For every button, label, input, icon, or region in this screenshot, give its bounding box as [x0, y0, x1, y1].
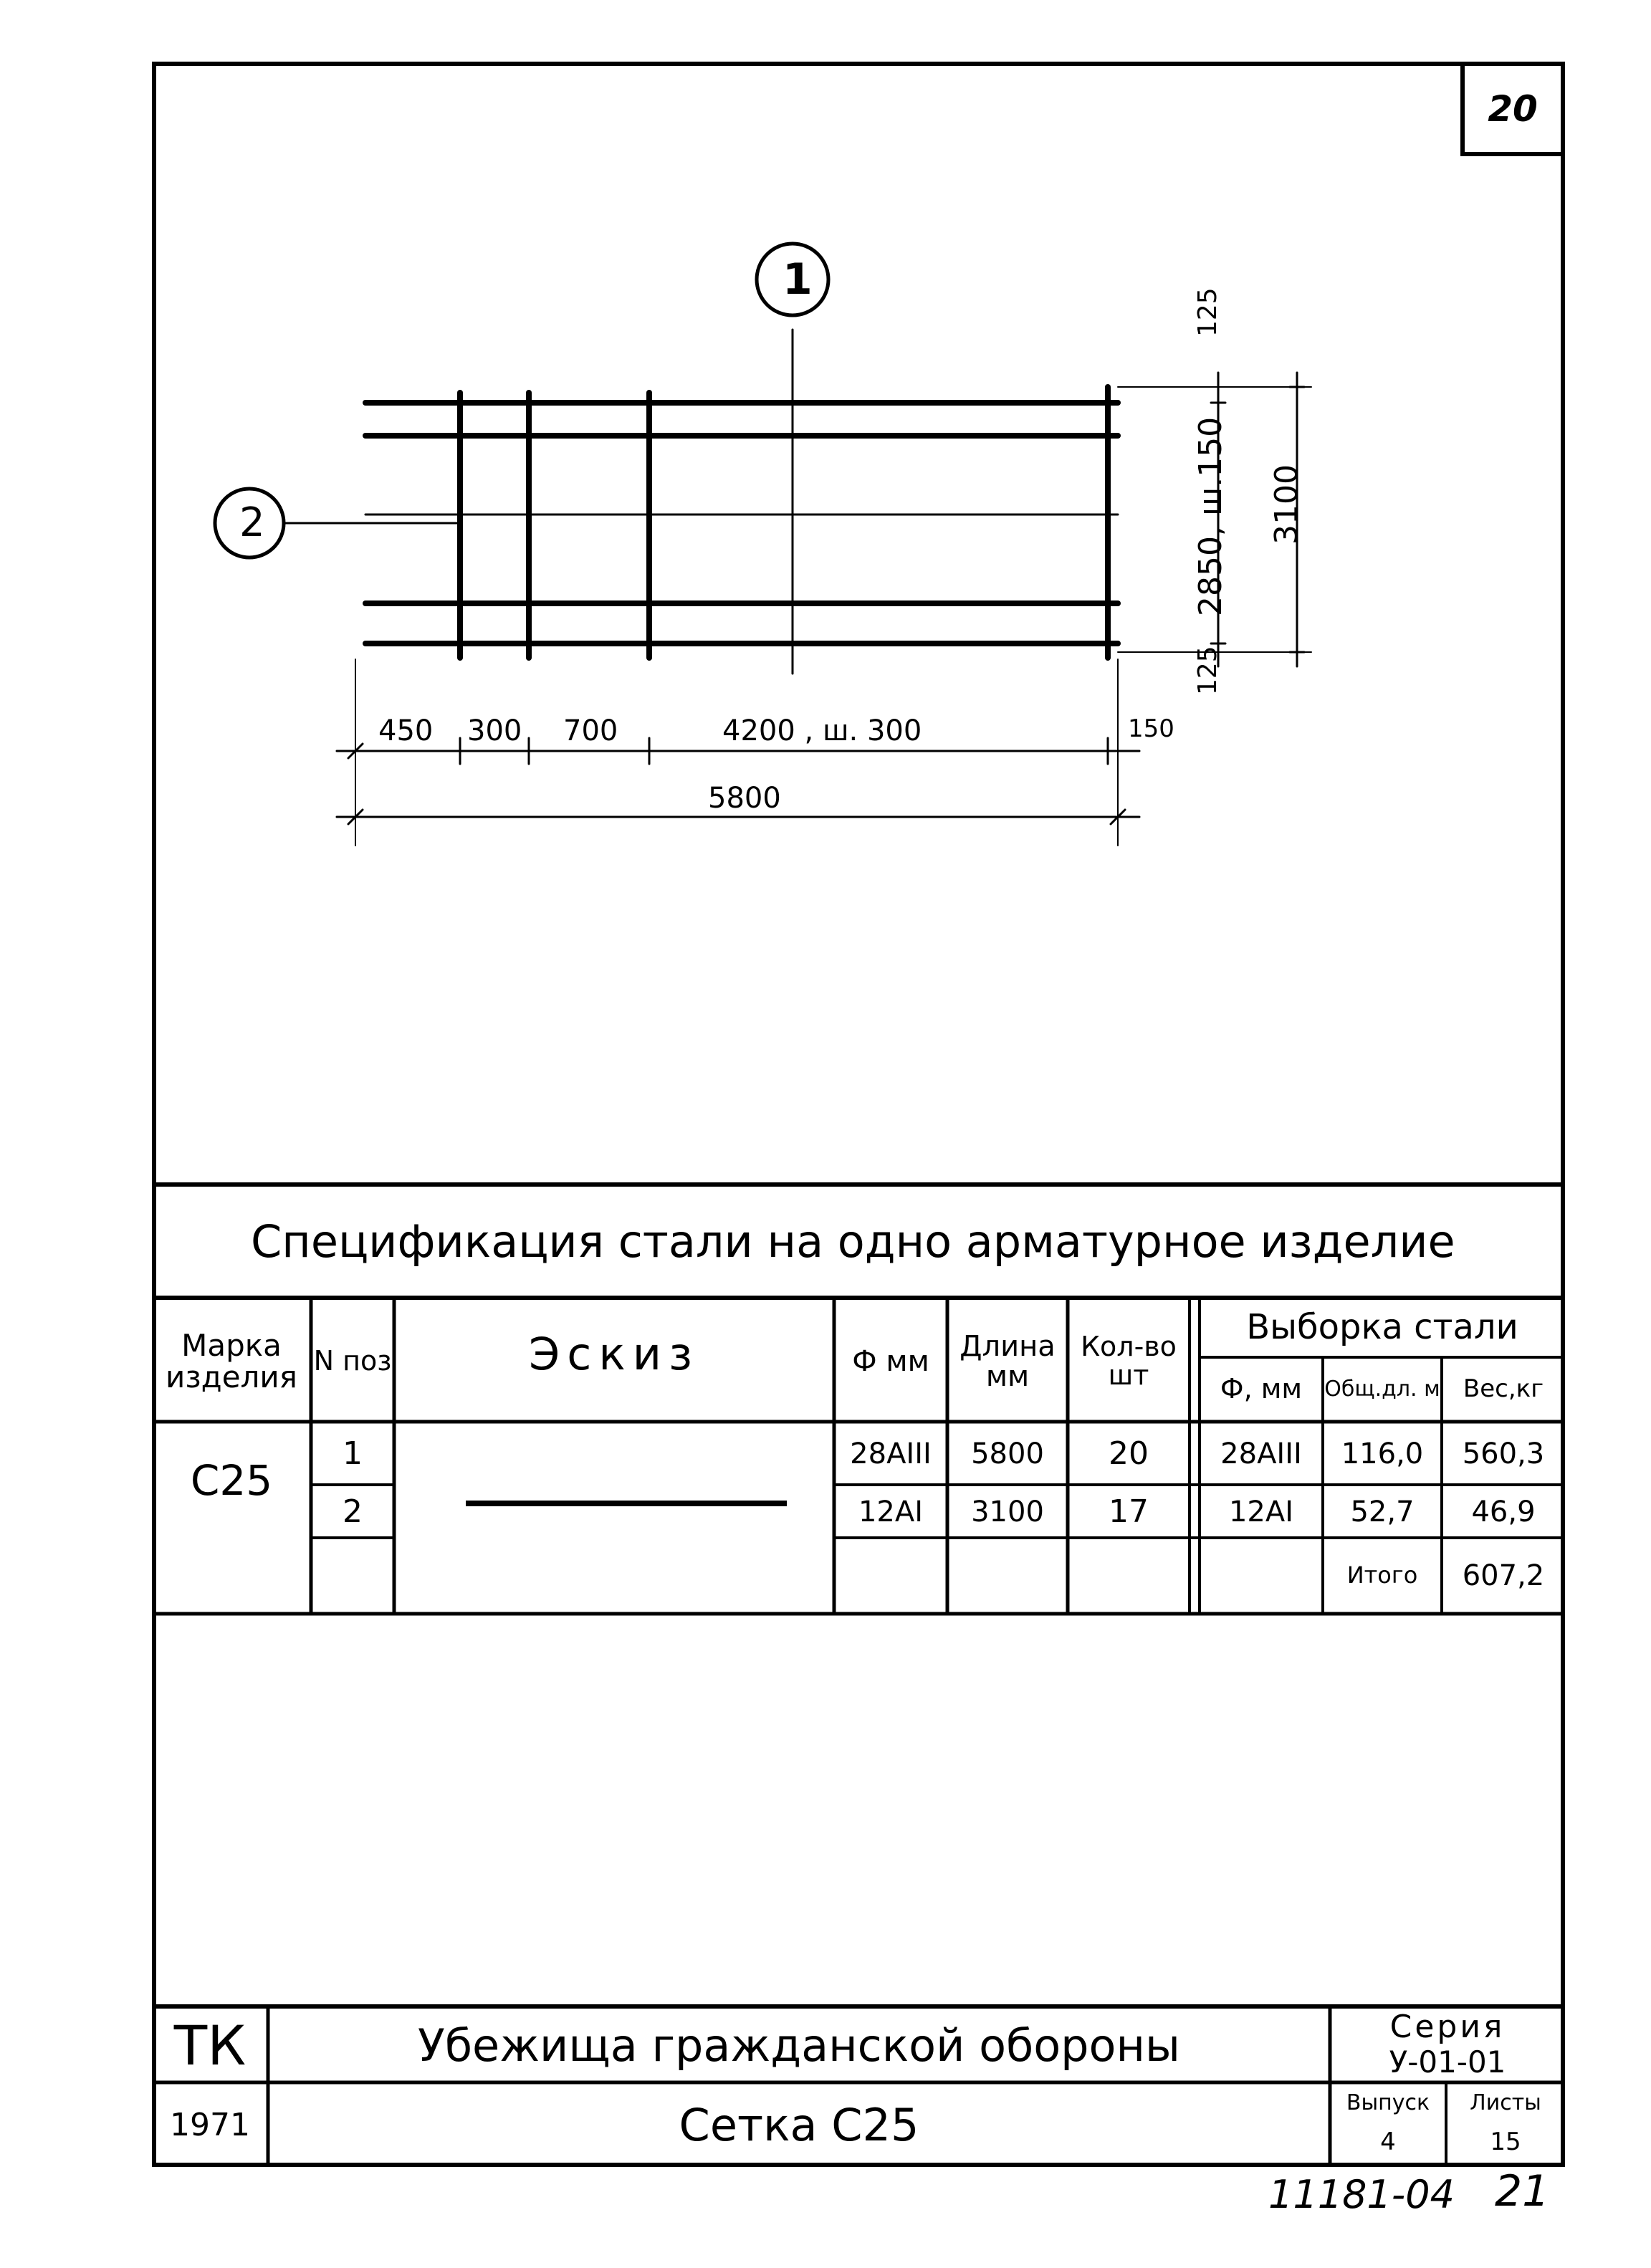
- series-label: Серия: [1389, 2008, 1506, 2045]
- row2-phi: 12АI: [858, 1496, 924, 1528]
- hdr-v-ves: Вес,кг: [1463, 1374, 1544, 1404]
- hdr-eskiz: Эскиз: [528, 1328, 700, 1381]
- hdr-vyborka: Выборка стали: [1246, 1306, 1518, 1347]
- list-label: Листы: [1470, 2090, 1541, 2116]
- dim-150: 150: [1128, 714, 1174, 743]
- row1-v-phi: 28АIII: [1220, 1437, 1302, 1470]
- mark-value: С25: [190, 1455, 273, 1505]
- dim-125-bottom: 125: [1193, 646, 1222, 695]
- vypusk-value: 4: [1380, 2128, 1396, 2157]
- total-value: 607,2: [1462, 1559, 1545, 1592]
- row2-v-wt: 46,9: [1471, 1496, 1536, 1528]
- row1-v-len: 116,0: [1341, 1437, 1424, 1470]
- hdr-phi: Ф мм: [852, 1345, 929, 1378]
- series-value: У-01-01: [1389, 2044, 1506, 2080]
- org-label: ТК: [173, 2014, 247, 2078]
- sheet-number: 20: [1460, 66, 1561, 156]
- row1-qty: 20: [1109, 1435, 1149, 1472]
- dim-450: 450: [378, 714, 434, 747]
- row2-pos: 2: [343, 1493, 363, 1530]
- dim-2850: 2850, ш.150: [1192, 416, 1229, 616]
- callout-2-label: 2: [239, 499, 265, 546]
- vypusk-label: Выпуск: [1346, 2090, 1430, 2116]
- callout-1-label: 1: [783, 254, 813, 305]
- year-label: 1971: [170, 2106, 250, 2143]
- dim-300: 300: [467, 714, 522, 747]
- row2-v-phi: 12АI: [1228, 1496, 1294, 1528]
- hdr-kolvo: Кол-во шт: [1081, 1331, 1177, 1391]
- footer-page: 21: [1495, 2166, 1550, 2216]
- hdr-v-phi: Ф, мм: [1220, 1373, 1303, 1405]
- dim-4200: 4200 , ш. 300: [722, 714, 922, 747]
- row2-v-len: 52,7: [1350, 1496, 1415, 1528]
- footer-code: 11181-04: [1268, 2172, 1455, 2217]
- row2-len: 3100: [971, 1496, 1044, 1528]
- row2-qty: 17: [1109, 1493, 1149, 1530]
- spec-title: Спецификация стали на одно арматурное изделие: [251, 1215, 1455, 1268]
- dim-700: 700: [563, 714, 618, 747]
- row1-v-wt: 560,3: [1462, 1437, 1545, 1470]
- hdr-v-obsh: Общ.дл. м: [1324, 1377, 1440, 1402]
- row1-len: 5800: [971, 1437, 1044, 1470]
- dim-125-top: 125: [1193, 287, 1222, 337]
- dim-3100: 3100: [1268, 464, 1305, 545]
- hdr-marka: Марка изделия: [166, 1327, 297, 1394]
- total-label: Итого: [1346, 1561, 1418, 1589]
- dim-5800: 5800: [708, 782, 781, 815]
- hdr-npos: N поз: [313, 1345, 392, 1377]
- row1-pos: 1: [343, 1435, 363, 1472]
- sheet-title: Сетка С25: [679, 2099, 919, 2152]
- hdr-dlina: Длина мм: [960, 1330, 1056, 1393]
- list-value: 15: [1490, 2128, 1521, 2157]
- row1-phi: 28АIII: [850, 1437, 932, 1470]
- project-title: Убежища гражданской обороны: [418, 2019, 1180, 2072]
